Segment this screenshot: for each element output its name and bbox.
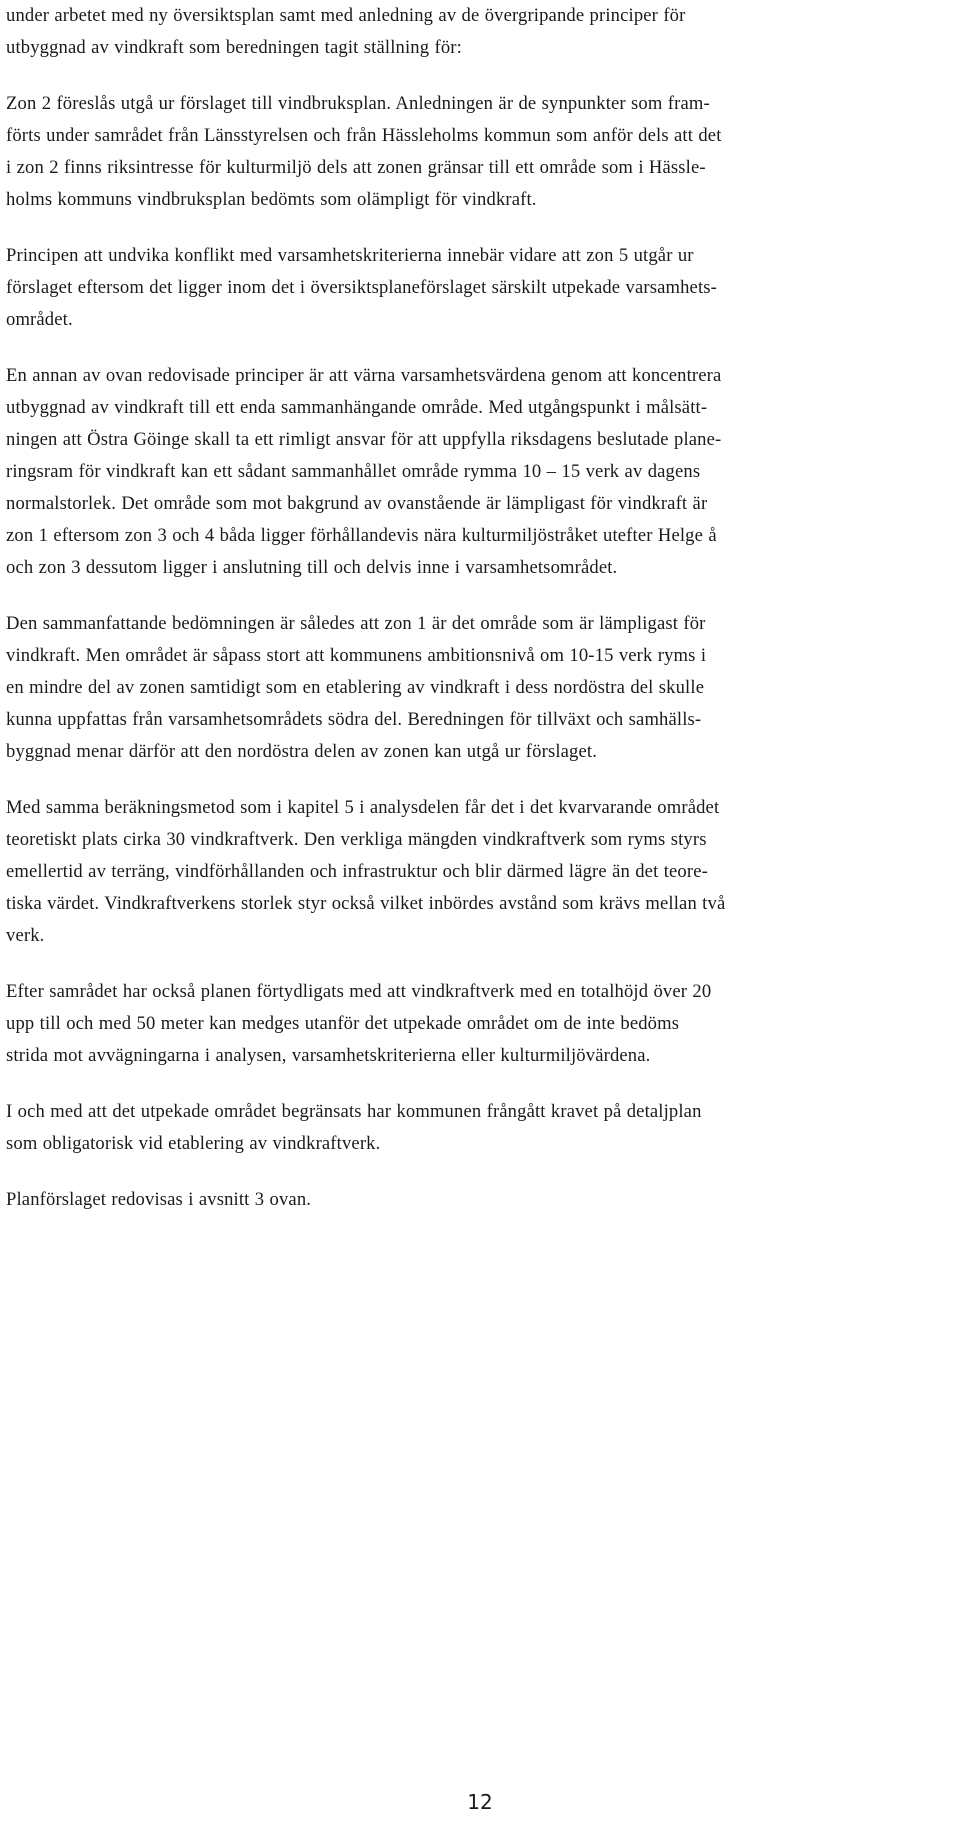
text-line: en mindre del av zonen samtidigt som en etablering av vindkraft i dess nordöstra del skulle <box>6 677 705 698</box>
text-line: Med samma beräkningsmetod som i kapitel 5 i analysdelen får det i det kvarvarande området <box>6 797 720 818</box>
text-line: tiska värdet. Vindkraftverkens storlek styr också vilket inbördes avstånd som krävs mellan två <box>6 893 726 914</box>
text-line: under arbetet med ny översiktsplan samt med anledning av de övergripande principer för <box>6 5 686 26</box>
text-line: holms kommuns vindbruksplan bedömts som olämpligt för vindkraft. <box>6 189 537 210</box>
paragraph-bedomning <box>6 608 952 768</box>
text-line: och zon 3 dessutom ligger i anslutning till och delvis inne i varsamhetsområdet. <box>6 557 618 578</box>
text-line: som obligatorisk vid etablering av vindkraftverk. <box>6 1133 381 1154</box>
text-line: I och med att det utpekade området begränsats har kommunen frångått kravet på detaljplan <box>6 1101 702 1122</box>
text-line: utbyggnad av vindkraft som beredningen tagit ställning för: <box>6 37 462 58</box>
paragraph-berakning <box>6 792 952 952</box>
text-line: upp till och med 50 meter kan medges utanför det utpekade området om de inte bedöms <box>6 1013 680 1034</box>
paragraph-samradet <box>6 976 952 1072</box>
text-line: i zon 2 finns riksintresse för kulturmiljö dels att zonen gränsar till ett område som i Hässle- <box>6 157 706 178</box>
text-line: normalstorlek. Det område som mot bakgrund av ovanstående är lämpligast för vindkraft är <box>6 493 708 514</box>
text-line: förts under samrådet från Länsstyrelsen och från Hässleholms kommun som anför dels att det <box>6 125 722 146</box>
text-line: zon 1 eftersom zon 3 och 4 båda ligger förhållandevis nära kulturmiljöstråket utefter Helge å <box>6 525 717 546</box>
text-line: verk. <box>6 925 45 946</box>
text-line: ringsram för vindkraft kan ett sådant sammanhållet område rymma 10 – 15 verk av dagens <box>6 461 701 482</box>
body-text <box>6 0 952 1240</box>
text-line: Principen att undvika konflikt med varsamhetskriterierna innebär vidare att zon 5 utgår ur <box>6 245 694 266</box>
text-line: vindkraft. Men området är såpass stort att kommunens ambitionsnivå om 10-15 verk ryms i <box>6 645 707 666</box>
paragraph-planforslaget <box>6 1184 952 1216</box>
text-line: Efter samrådet har också planen förtydligats med att vindkraftverk med en totalhöjd över 20 <box>6 981 712 1002</box>
text-line: Zon 2 föreslås utgå ur förslaget till vindbruksplan. Anledningen är de synpunkter som fram- <box>6 93 710 114</box>
text-line: En annan av ovan redovisade principer är att värna varsamhetsvärdena genom att koncentrera <box>6 365 722 386</box>
text-line: Planförslaget redovisas i avsnitt 3 ovan. <box>6 1189 312 1210</box>
text-line: kunna uppfattas från varsamhetsområdets södra del. Beredningen för tillväxt och samhälls- <box>6 709 702 730</box>
text-line: strida mot avvägningarna i analysen, varsamhetskriterierna eller kulturmiljövärdena. <box>6 1045 651 1066</box>
text-line: området. <box>6 309 73 330</box>
paragraph-detaljplan <box>6 1096 952 1160</box>
text-line: emellertid av terräng, vindförhållanden och infrastruktur och blir därmed lägre än det teore- <box>6 861 708 882</box>
page-number: 12 <box>467 1790 493 1814</box>
text-line: ningen att Östra Göinge skall ta ett rimligt ansvar för att uppfylla riksdagens beslutade plane- <box>6 429 722 450</box>
paragraph-zon-5 <box>6 240 952 336</box>
text-line: förslaget eftersom det ligger inom det i översiktsplaneförslaget särskilt utpekade varsamhets- <box>6 277 717 298</box>
text-line: teoretiskt plats cirka 30 vindkraftverk. Den verkliga mängden vindkraftverk som ryms styrs <box>6 829 707 850</box>
text-line: byggnad menar därför att den nordöstra delen av zonen kan utgå ur förslaget. <box>6 741 598 762</box>
paragraph-principer <box>6 360 952 584</box>
text-line: utbyggnad av vindkraft till ett enda sammanhängande område. Med utgångspunkt i målsätt- <box>6 397 708 418</box>
paragraph-intro <box>6 0 952 64</box>
text-line: Den sammanfattande bedömningen är således att zon 1 är det område som är lämpligast för <box>6 613 706 634</box>
paragraph-zon-2 <box>6 88 952 216</box>
